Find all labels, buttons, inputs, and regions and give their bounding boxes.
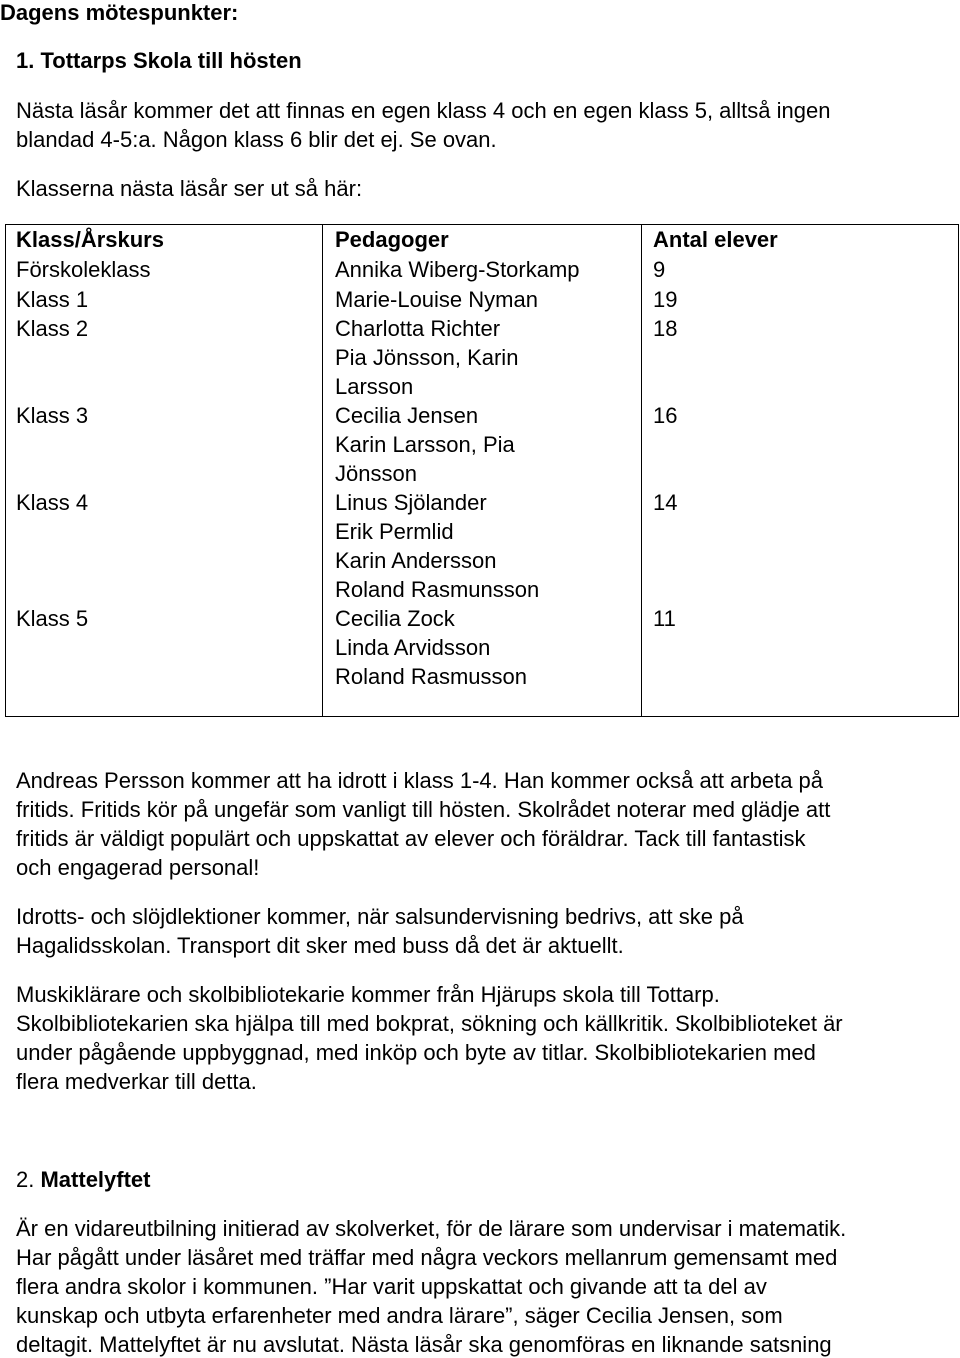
- table-cell-pedagoger: Cecilia Jensen Karin Larsson, Pia Jönsson: [335, 403, 515, 486]
- table-cell-pedagoger: Marie-Louise Nyman: [335, 287, 538, 312]
- paragraph-line: Hagalidsskolan. Transport dit sker med buss då det är aktuellt.: [16, 933, 624, 958]
- table-cell-antal: 16: [653, 403, 678, 428]
- table-cell-antal: 18: [653, 316, 678, 341]
- section2-heading: [16, 1167, 151, 1193]
- table-divider: [641, 225, 642, 716]
- table-cell-antal: 19: [653, 287, 678, 312]
- paragraph-line: Andreas Persson kommer att ha idrott i klass 1-4. Han kommer också att arbeta på: [16, 768, 824, 793]
- table-cell-klass: Klass 2: [16, 316, 89, 341]
- table-cell-pedagoger: Cecilia Zock Linda Arvidsson Roland Rasmusson: [335, 606, 527, 689]
- table-cell-antal: 9: [653, 257, 666, 282]
- paragraph-line: flera andra skolor i kommunen. ”Har varit uppskattat och givande att ta del av: [16, 1274, 767, 1299]
- table-cell-antal: 14: [653, 490, 678, 515]
- paragraph-line: under pågående uppbyggnad, med inköp och byte av titlar. Skolbibliotekarien med: [16, 1040, 816, 1065]
- page-heading: Dagens mötespunkter:: [0, 0, 239, 25]
- table-divider: [322, 225, 323, 716]
- table-cell-pedagoger: Annika Wiberg-Storkamp: [335, 257, 580, 282]
- table-cell-klass: Klass 4: [16, 490, 89, 515]
- table-header-antal: Antal elever: [653, 227, 778, 252]
- paragraph-line: fritids. Fritids kör på ungefär som vanligt till hösten. Skolrådet noterar med glädje att: [16, 797, 831, 822]
- paragraph-line: Muskiklärare och skolbibliotekarie kommer från Hjärups skola till Tottarp.: [16, 982, 720, 1007]
- paragraph-line: Har pågått under läsåret med träffar med några veckors mellanrum gemensamt med: [16, 1245, 838, 1270]
- paragraph-line: blandad 4-5:a. Någon klass 6 blir det ej. Se ovan.: [16, 127, 497, 152]
- paragraph-line: fritids är väldigt populärt och uppskattat av elever och föräldrar. Tack till fantastisk: [16, 826, 806, 851]
- table-header-klass: Klass/Årskurs: [16, 227, 164, 252]
- table-cell-klass: Klass 3: [16, 403, 89, 428]
- paragraph-line: deltagit. Mattelyftet är nu avslutat. Nästa läsår ska genomföras en liknande satsning: [16, 1332, 832, 1357]
- section1-title: 1. Tottarps Skola till hösten: [16, 48, 302, 73]
- paragraph-line: Idrotts- och slöjdlektioner kommer, när salsundervisning bedrivs, att ske på: [16, 904, 744, 929]
- paragraph-line: Nästa läsår kommer det att finnas en egen klass 4 och en egen klass 5, alltså ingen: [16, 98, 831, 123]
- section2-number: 2.: [16, 1167, 35, 1192]
- paragraph-line: Är en vidareutbilning initierad av skolverket, för de lärare som undervisar i matematik.: [16, 1216, 847, 1241]
- table-cell-antal: 11: [653, 606, 676, 631]
- classes-table: [5, 224, 959, 717]
- section2-title: Mattelyftet: [40, 1167, 151, 1192]
- table-intro: Klasserna nästa läsår ser ut så här:: [16, 176, 363, 201]
- paragraph-line: flera medverkar till detta.: [16, 1069, 257, 1094]
- paragraph-line: kunskap och utbyta erfarenheter med andra lärare”, säger Cecilia Jensen, som: [16, 1303, 783, 1328]
- paragraph-line: Skolbibliotekarien ska hjälpa till med bokprat, sökning och källkritik. Skolbiblioteket är: [16, 1011, 843, 1036]
- table-cell-pedagoger: Charlotta Richter Pia Jönsson, Karin Larsson: [335, 316, 519, 399]
- table-cell-klass: Förskoleklass: [16, 257, 151, 282]
- table-cell-pedagoger: Linus Sjölander Erik Permlid Karin Andersson Roland Rasmunsson: [335, 490, 540, 602]
- paragraph-line: och engagerad personal!: [16, 855, 260, 880]
- table-header-pedagoger: Pedagoger: [335, 227, 449, 252]
- table-cell-klass: Klass 5: [16, 606, 89, 631]
- table-cell-klass: Klass 1: [16, 287, 89, 312]
